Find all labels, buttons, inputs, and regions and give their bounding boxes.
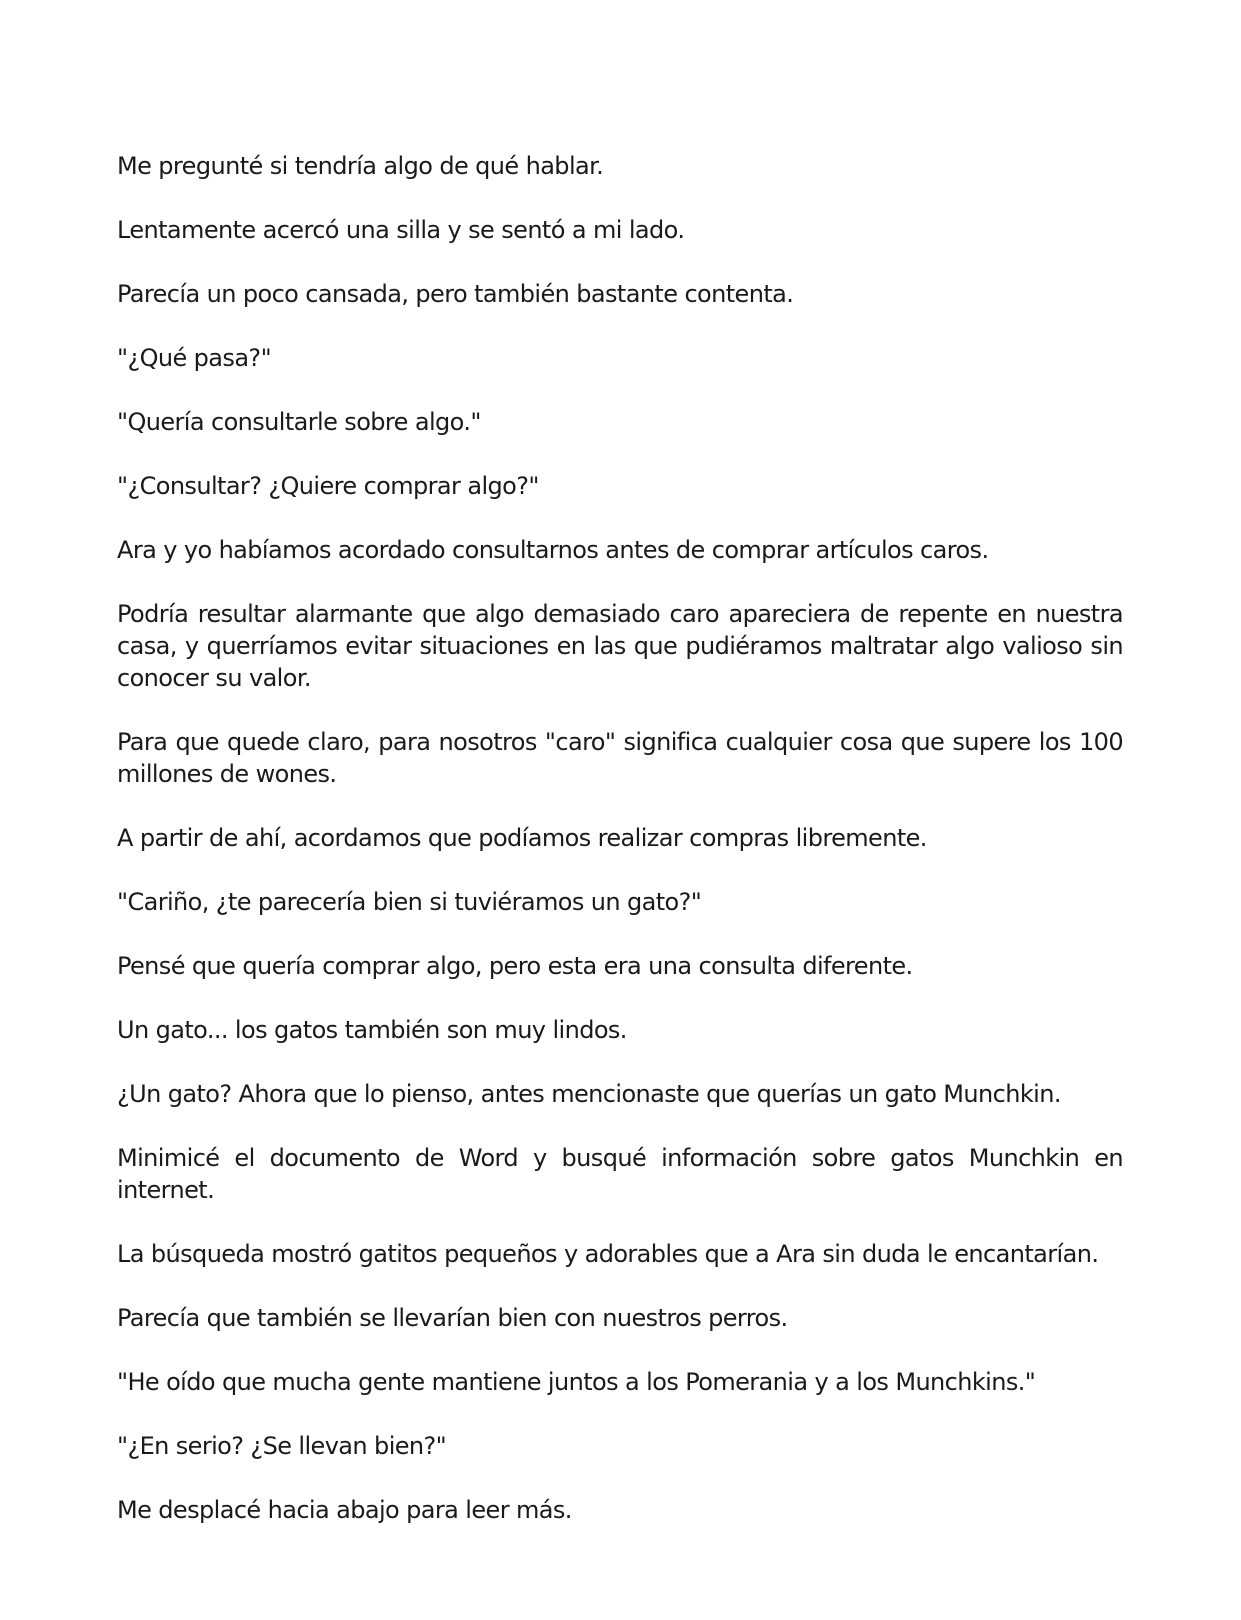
paragraph: "¿Qué pasa?" — [117, 344, 272, 372]
paragraph: "He oído que mucha gente mantiene juntos a los Pomerania y a los Munchkins." — [117, 1368, 1036, 1396]
document-body — [117, 150, 1123, 1558]
paragraph: Me pregunté si tendría algo de qué hablar. — [117, 152, 604, 180]
paragraph: Podría resultar alarmante que algo demasiado caro apareciera de repente en nuestra casa, y querríamos evitar situaciones en las que pudiéramos maltratar algo valioso sin conocer su valor. — [117, 600, 1123, 692]
paragraph: Minimicé el documento de Word y busqué información sobre gatos Munchkin en internet. — [117, 1144, 1123, 1204]
paragraph: "¿Consultar? ¿Quiere comprar algo?" — [117, 472, 539, 500]
paragraph: "Quería consultarle sobre algo." — [117, 408, 481, 436]
paragraph: A partir de ahí, acordamos que podíamos realizar compras libremente. — [117, 824, 927, 852]
paragraph: Parecía que también se llevarían bien con nuestros perros. — [117, 1304, 788, 1332]
paragraph: Me desplacé hacia abajo para leer más. — [117, 1496, 572, 1524]
paragraph: "Cariño, ¿te parecería bien si tuviéramos un gato?" — [117, 888, 702, 916]
paragraph: Un gato... los gatos también son muy lindos. — [117, 1016, 627, 1044]
paragraph: La búsqueda mostró gatitos pequeños y adorables que a Ara sin duda le encantarían. — [117, 1240, 1099, 1268]
paragraph: ¿Un gato? Ahora que lo pienso, antes mencionaste que querías un gato Munchkin. — [117, 1080, 1061, 1108]
paragraph: Para que quede claro, para nosotros "caro" significa cualquier cosa que supere los 100 millones de wones. — [117, 728, 1123, 788]
paragraph: Pensé que quería comprar algo, pero esta era una consulta diferente. — [117, 952, 913, 980]
paragraph: Parecía un poco cansada, pero también bastante contenta. — [117, 280, 794, 308]
paragraph: "¿En serio? ¿Se llevan bien?" — [117, 1432, 447, 1460]
paragraph: Ara y yo habíamos acordado consultarnos antes de comprar artículos caros. — [117, 536, 989, 564]
paragraph: Lentamente acercó una silla y se sentó a mi lado. — [117, 216, 685, 244]
